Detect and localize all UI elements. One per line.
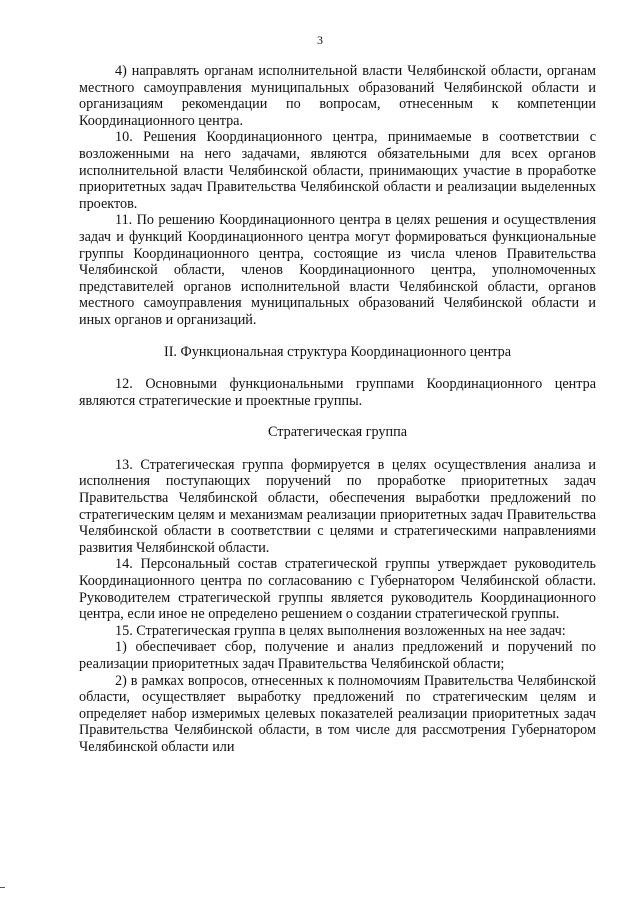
paragraph-12: 12. Основными функциональными группами Координационного центра являются стратегические и проектные группы. <box>79 376 596 409</box>
paragraph-15-item-1: 1) обеспечивает сбор, получение и анализ предложений и поручений по реализации приоритетных задач Правительства Челябинской области; <box>79 639 596 672</box>
scan-edge-mark <box>0 887 5 888</box>
paragraph-14: 14. Персональный состав стратегической группы утверждает руководитель Координационного центра по согласованию с Губернатором Челябинской области. Руководителем стратегической группы является руководитель Координационного центра, если иное не определено решением о создании стратегической группы. <box>79 556 596 623</box>
paragraph-15: 15. Стратегическая группа в целях выполнения возложенных на нее задач: <box>115 622 566 639</box>
spacer <box>79 360 596 376</box>
section-heading: II. Функциональная структура Координационного центра <box>163 343 512 360</box>
subsection-heading: Стратегическая группа <box>267 424 407 441</box>
spacer <box>79 409 596 424</box>
paragraph-10: 10. Решения Координационного центра, принимаемые в соответствии с возложенными на него задачами, являются обязательными для всех органов исполнительной власти Челябинской области, принимающих участие в проработке приоритетных задач Правительства Челябинской области и реализации выделенных проектов. <box>79 129 596 212</box>
paragraph-4: 4) направлять органам исполнительной власти Челябинской области, органам местного самоуправления муниципальных образований Челябинской области и организациям рекомендации по вопросам, отнесенным к компетенции Координационного центра. <box>79 63 596 129</box>
paragraph-15-item-2: 2) в рамках вопросов, отнесенных к полномочиям Правительства Челябинской области, осуществляет выработку предложений по стратегическим целям и определяет набор измеримых целевых показателей реализации приоритетных задач Правительства Челябинской области, в том числе для рассмотрения Губернатором Челябинской области или <box>79 672 596 755</box>
spacer <box>79 441 596 457</box>
document-body <box>79 63 596 756</box>
spacer <box>79 329 596 344</box>
paragraph-11: 11. По решению Координационного центра в целях решения и осуществления задач и функций Координационного центра могут формироваться функциональные группы Координационного центра, состоящие из числа членов Правительства Челябинской области, членов Координационного центра, уполномоченных представителей органов исполнительной власти Челябинской области, органов местного самоуправления муниципальных образований Челябинской области и иных органов и организаций. <box>79 212 596 328</box>
paragraph-13: 13. Стратегическая группа формируется в целях осуществления анализа и исполнения поступающих поручений по проработке приоритетных задач Правительства Челябинской области, обеспечения выработки предложений по стратегическим целям и механизмам реализации приоритетных задач Правительства Челябинской области в соответствии с целями и стратегическими направлениями развития Челябинской области. <box>79 456 596 556</box>
page-number: 3 <box>317 33 323 47</box>
